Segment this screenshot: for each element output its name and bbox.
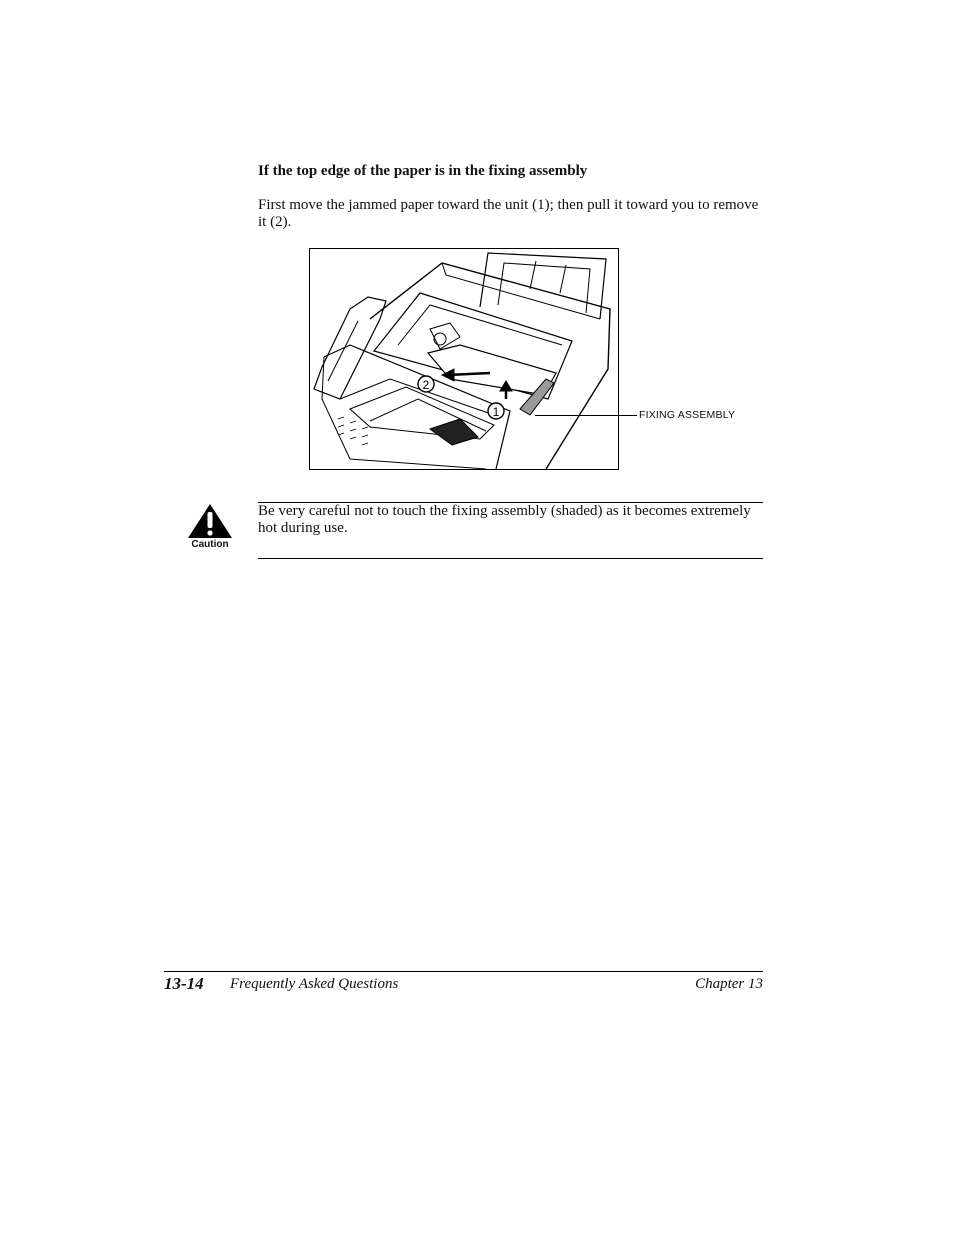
- caution-icon-label: Caution: [191, 539, 229, 550]
- instruction-text: First move the jammed paper toward the unit (1); then pull it toward you to remove it (2).: [258, 197, 759, 230]
- caution-bottom-rule: [258, 558, 763, 559]
- step-2-marker: 2: [422, 378, 430, 392]
- footer-chapter: Chapter 13: [695, 976, 763, 992]
- fax-machine-illustration: [309, 248, 619, 470]
- caution-text: Be very careful not to touch the fixing assembly (shaded) as it becomes extremely hot during use.: [258, 503, 751, 536]
- page-number: 13-14: [164, 974, 204, 993]
- footer-section-title: Frequently Asked Questions: [230, 976, 399, 992]
- callout-leader-line: [535, 415, 637, 416]
- fixing-assembly-label: FIXING ASSEMBLY: [639, 409, 736, 421]
- footer-rule: [164, 971, 763, 972]
- section-heading: If the top edge of the paper is in the fixing assembly: [258, 163, 588, 179]
- step-1-marker: 1: [492, 405, 500, 419]
